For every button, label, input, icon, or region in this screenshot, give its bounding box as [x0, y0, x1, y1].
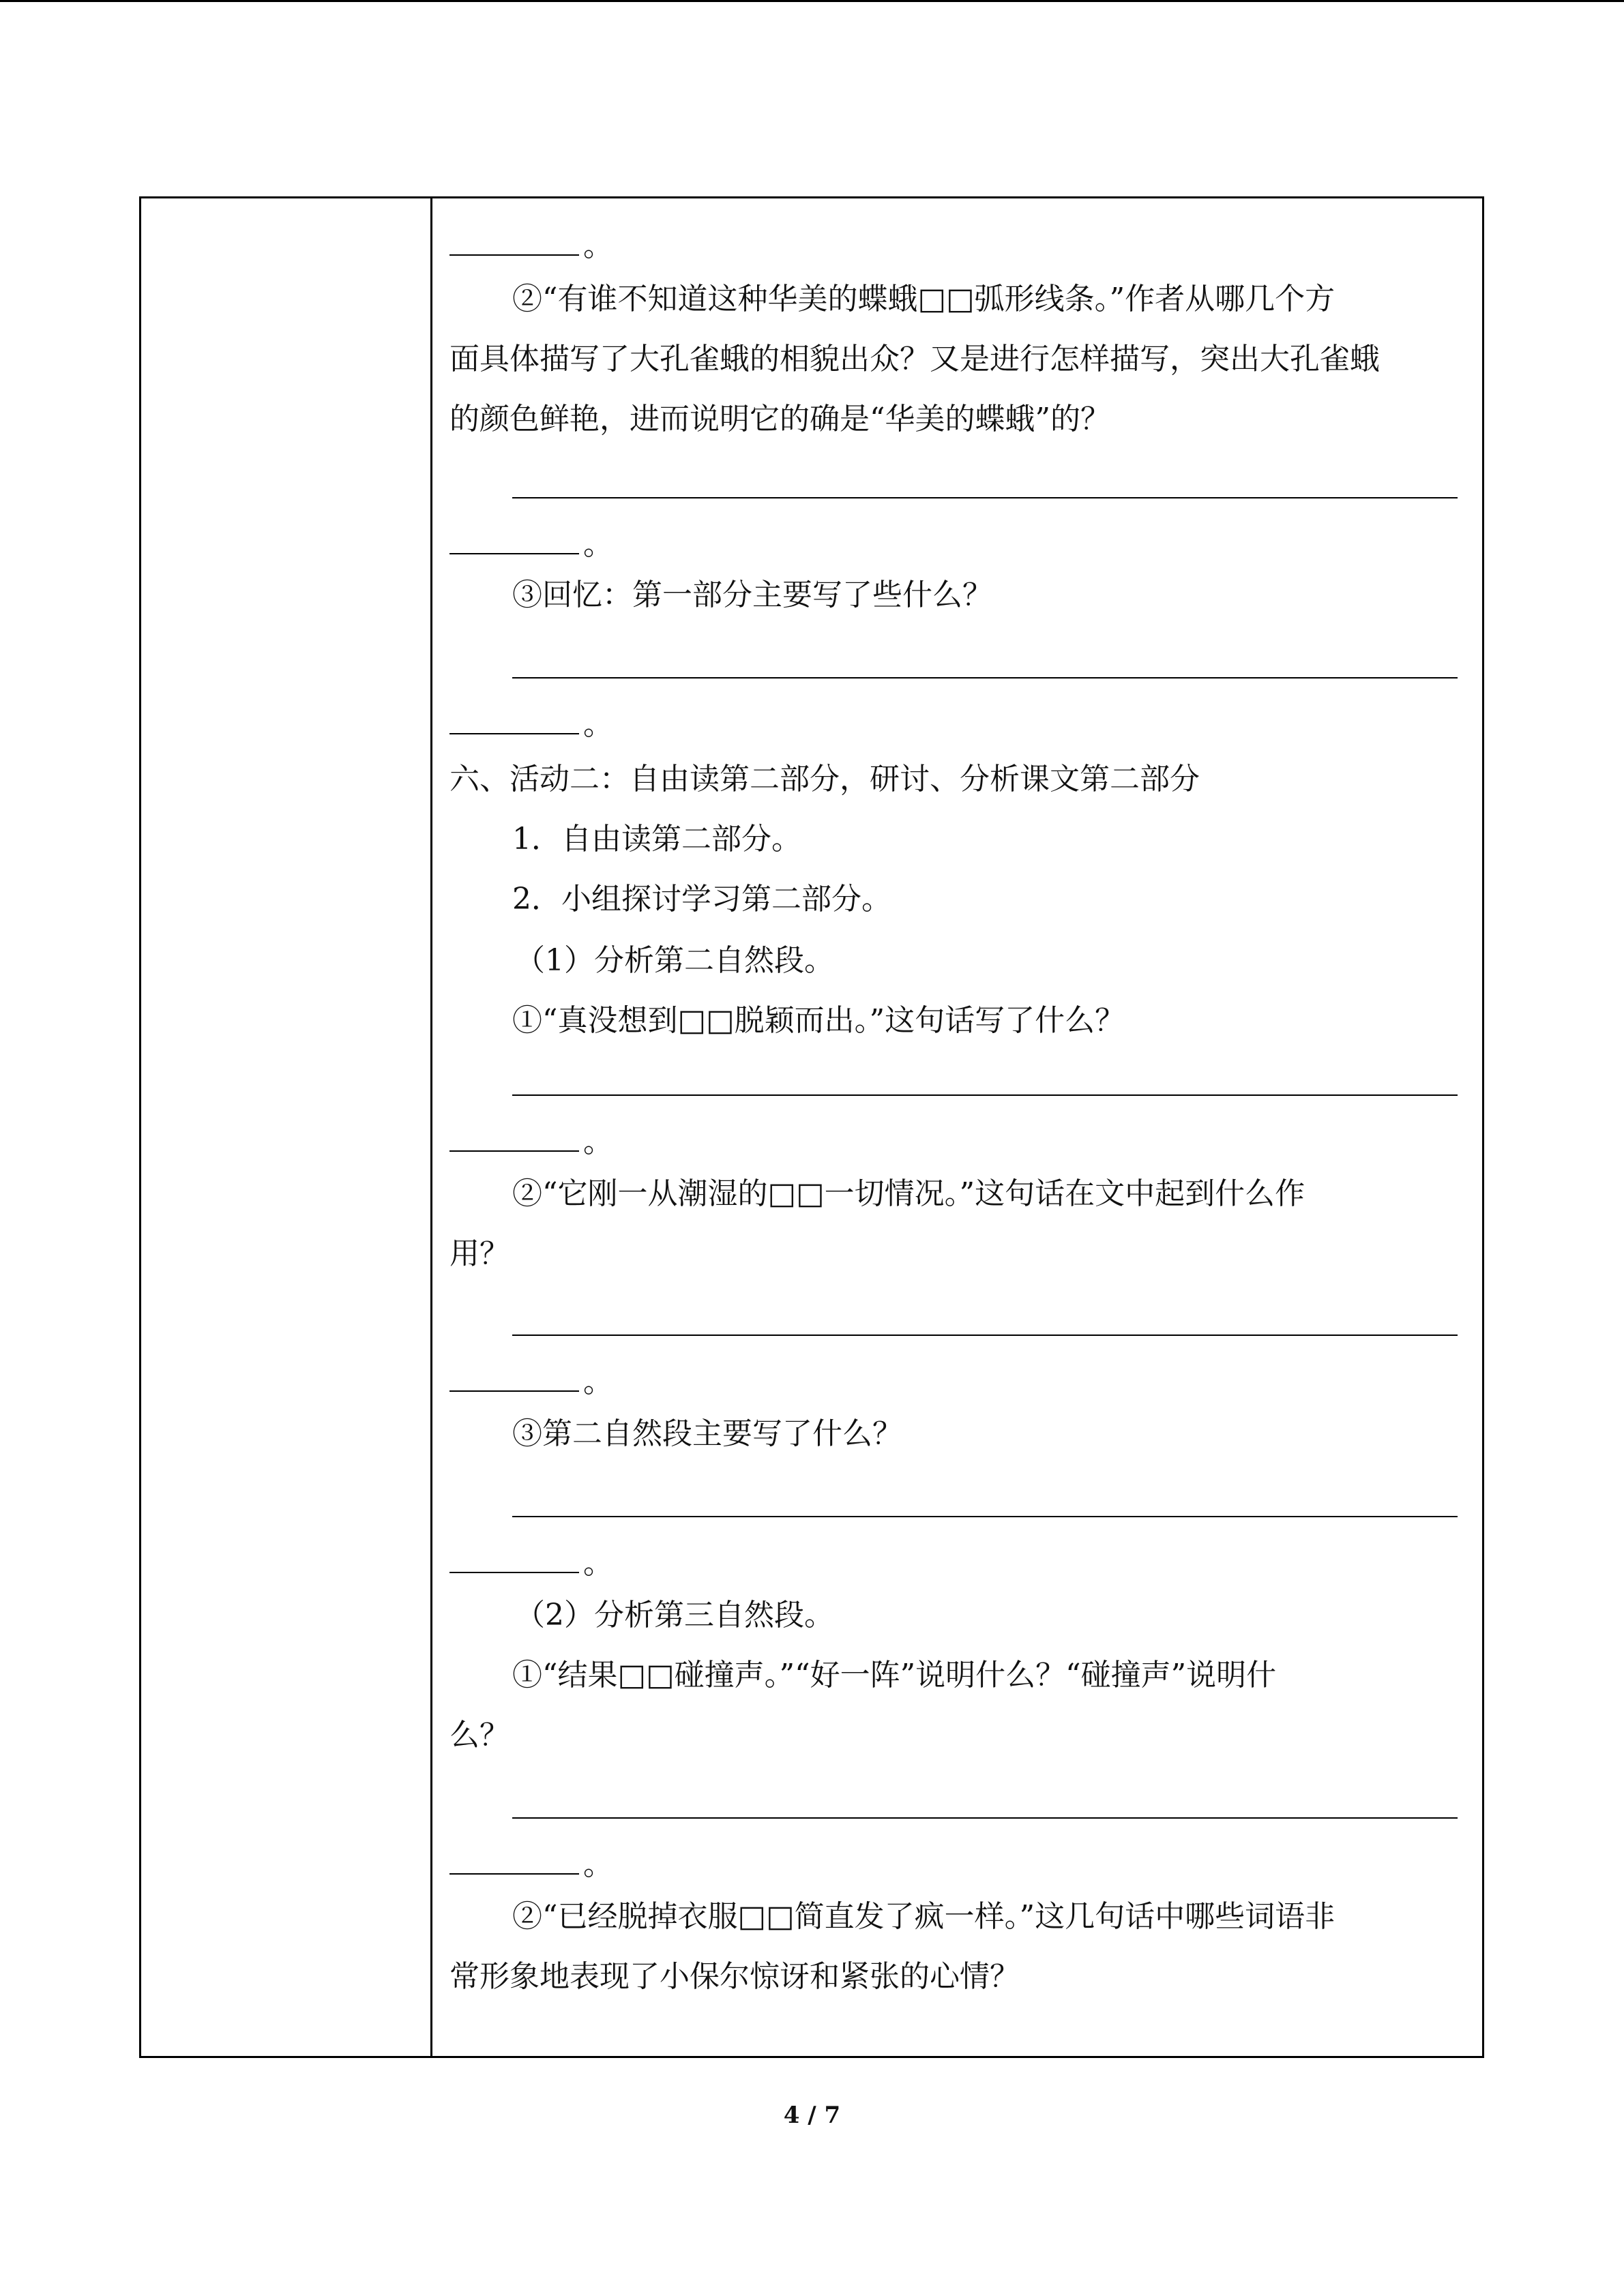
- answer-blank[interactable]: [449, 702, 579, 734]
- answer-line[interactable]: [512, 677, 1458, 679]
- answer-blank[interactable]: [449, 223, 579, 256]
- question-2-line-1: ②“有谁不知道这种华美的蝶蛾□□弧形线条。”作者从哪几个方: [512, 282, 1335, 316]
- sub-question-5-line-1: ②“已经脱掉衣服□□简直发了疯一样。”这几句话中哪些词语非: [512, 1899, 1335, 1934]
- question-3: ③回忆：第一部分主要写了些什么？: [512, 578, 992, 612]
- content-column: [449, 198, 1458, 2056]
- answer-line[interactable]: [512, 2056, 1458, 2057]
- answer-tail: 。: [449, 1842, 1458, 1885]
- answer-line[interactable]: [512, 497, 1458, 498]
- sub-question-5-line-2: 常形象地表现了小保尔惊讶和紧张的心情？: [449, 1959, 1020, 1994]
- answer-blank[interactable]: [449, 1842, 579, 1875]
- answer-tail: 。: [449, 702, 1458, 745]
- answer-line[interactable]: [512, 1817, 1458, 1819]
- section-heading: 六、活动二：自由读第二部分，研讨、分析课文第二部分: [449, 762, 1200, 796]
- answer-tail: 。: [449, 522, 1458, 565]
- answer-blank[interactable]: [449, 1540, 579, 1573]
- sub-question-4-line-2: 么？: [449, 1718, 510, 1753]
- step-2: 2．小组探讨学习第二部分。: [512, 882, 891, 916]
- answer-line[interactable]: [512, 1094, 1458, 1096]
- answer-tail: 。: [449, 1119, 1458, 1163]
- question-2-line-2: 面具体描写了大孔雀蛾的相貌出众？又是进行怎样描写，突出大孔雀蛾: [449, 342, 1380, 376]
- lesson-table: [139, 196, 1484, 2058]
- step-1: 1．自由读第二部分。: [512, 822, 801, 856]
- answer-tail: 。: [449, 223, 1458, 267]
- subsection-2: （2）分析第三自然段。: [515, 1598, 834, 1632]
- answer-tail: 。: [449, 1540, 1458, 1584]
- answer-blank[interactable]: [449, 1359, 579, 1392]
- sub-question-1: ①“真没想到□□脱颖而出。”这句话写了什么？: [512, 1003, 1125, 1038]
- left-column-empty: [141, 198, 430, 2056]
- column-divider: [430, 198, 432, 2056]
- question-2-line-3: 的颜色鲜艳，进而说明它的确是“华美的蝶蛾”的？: [449, 402, 1110, 436]
- top-border: [0, 0, 1624, 2]
- sub-question-2-line-1: ②“它刚一从潮湿的□□一切情况。”这句话在文中起到什么作: [512, 1176, 1305, 1211]
- sub-question-3: ③第二自然段主要写了什么？: [512, 1416, 902, 1451]
- page-number: 4 / 7: [783, 2102, 841, 2129]
- answer-line[interactable]: [512, 1516, 1458, 1517]
- answer-line[interactable]: [512, 1335, 1458, 1336]
- sub-question-4-line-1: ①“结果□□碰撞声。”“好一阵”说明什么？“碰撞声”说明什: [512, 1658, 1277, 1693]
- answer-tail: 。: [449, 1359, 1458, 1403]
- sub-question-2-line-2: 用？: [449, 1236, 510, 1271]
- answer-blank[interactable]: [449, 1119, 579, 1152]
- answer-blank[interactable]: [449, 522, 579, 554]
- subsection-1: （1）分析第二自然段。: [515, 943, 834, 978]
